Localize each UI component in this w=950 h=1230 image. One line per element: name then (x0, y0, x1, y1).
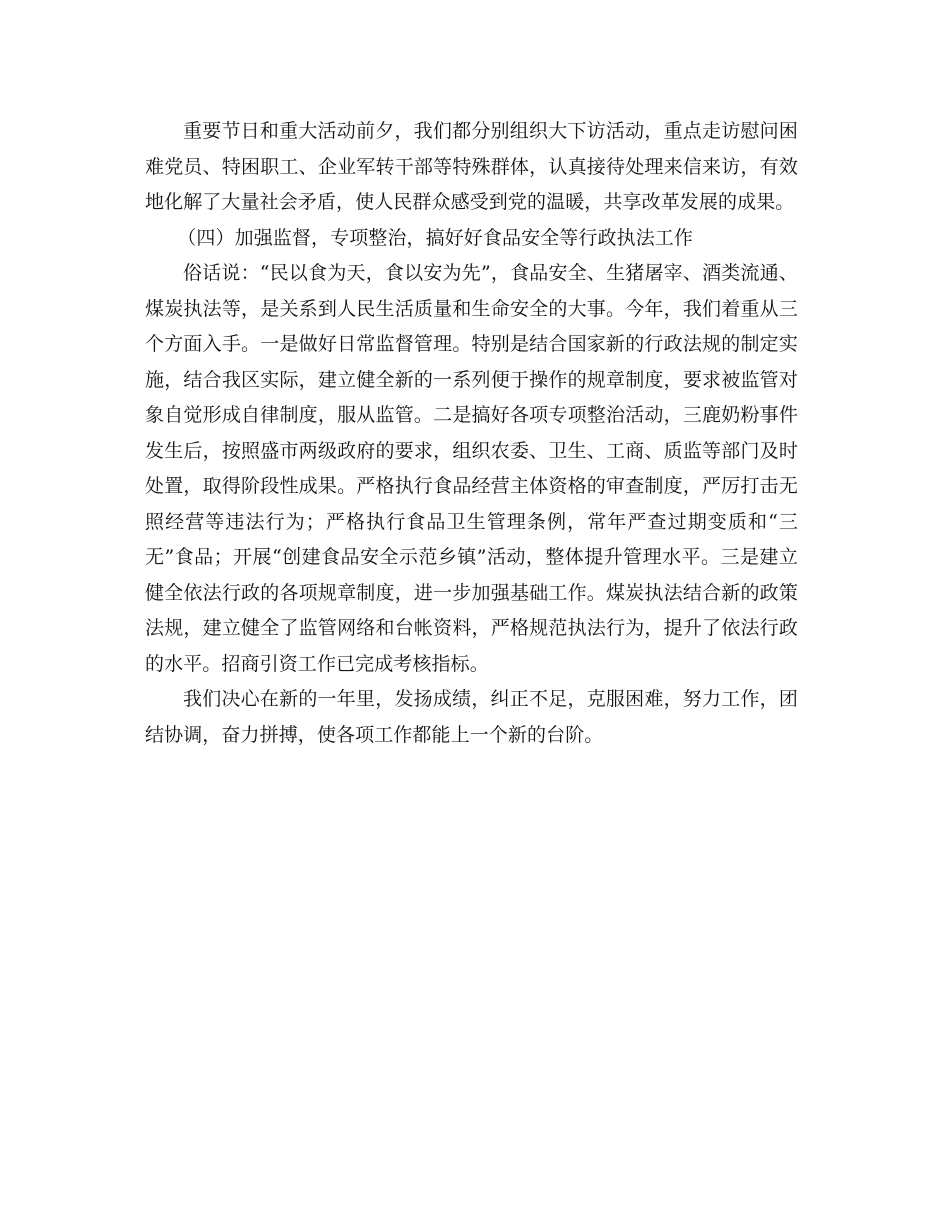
document-body (145, 114, 798, 753)
paragraph-food-safety: 俗话说：“民以食为天，食以安为先”，食品安全、生猪屠宰、酒类流通、煤炭执法等，是关系到人民生活质量和生命安全的大事。今年，我们着重从三个方面入手。一是做好日常监督管理。特别是结合国家新的行政法规的制定实施，结合我区实际，建立健全新的一系列便于操作的规章制度，要求被监管对象自觉形成自律制度，服从监管。二是搞好各项专项整治活动，三鹿奶粉事件发生后，按照盛市两级政府的要求，组织农委、卫生、工商、质监等部门及时处置，取得阶段性成果。严格执行食品经营主体资格的审查制度，严厉打击无照经营等违法行为；严格执行食品卫生管理条例，常年严查过期变质和“三无”食品；开展“创建食品安全示范乡镇”活动，整体提升管理水平。三是建立健全依法行政的各项规章制度，进一步加强基础工作。煤炭执法结合新的政策法规，建立健全了监管网络和台帐资料，严格规范执法行为，提升了依法行政的水平。招商引资工作已完成考核指标。 (145, 262, 798, 675)
paragraph-resolution: 我们决心在新的一年里，发扬成绩，纠正不足，克服困难，努力工作，团结协调，奋力拼搏，使各项工作都能上一个新的台阶。 (145, 688, 798, 746)
section-heading-four: （四）加强监督，专项整治，搞好好食品安全等行政执法工作 (177, 226, 693, 249)
paragraph-visits: 重要节日和重大活动前夕，我们都分别组织大下访活动，重点走访慰问困难党员、特困职工、企业军转干部等特殊群体，认真接待处理来信来访，有效地化解了大量社会矛盾，使人民群众感受到党的温暖，共享改革发展的成果。 (145, 120, 798, 213)
